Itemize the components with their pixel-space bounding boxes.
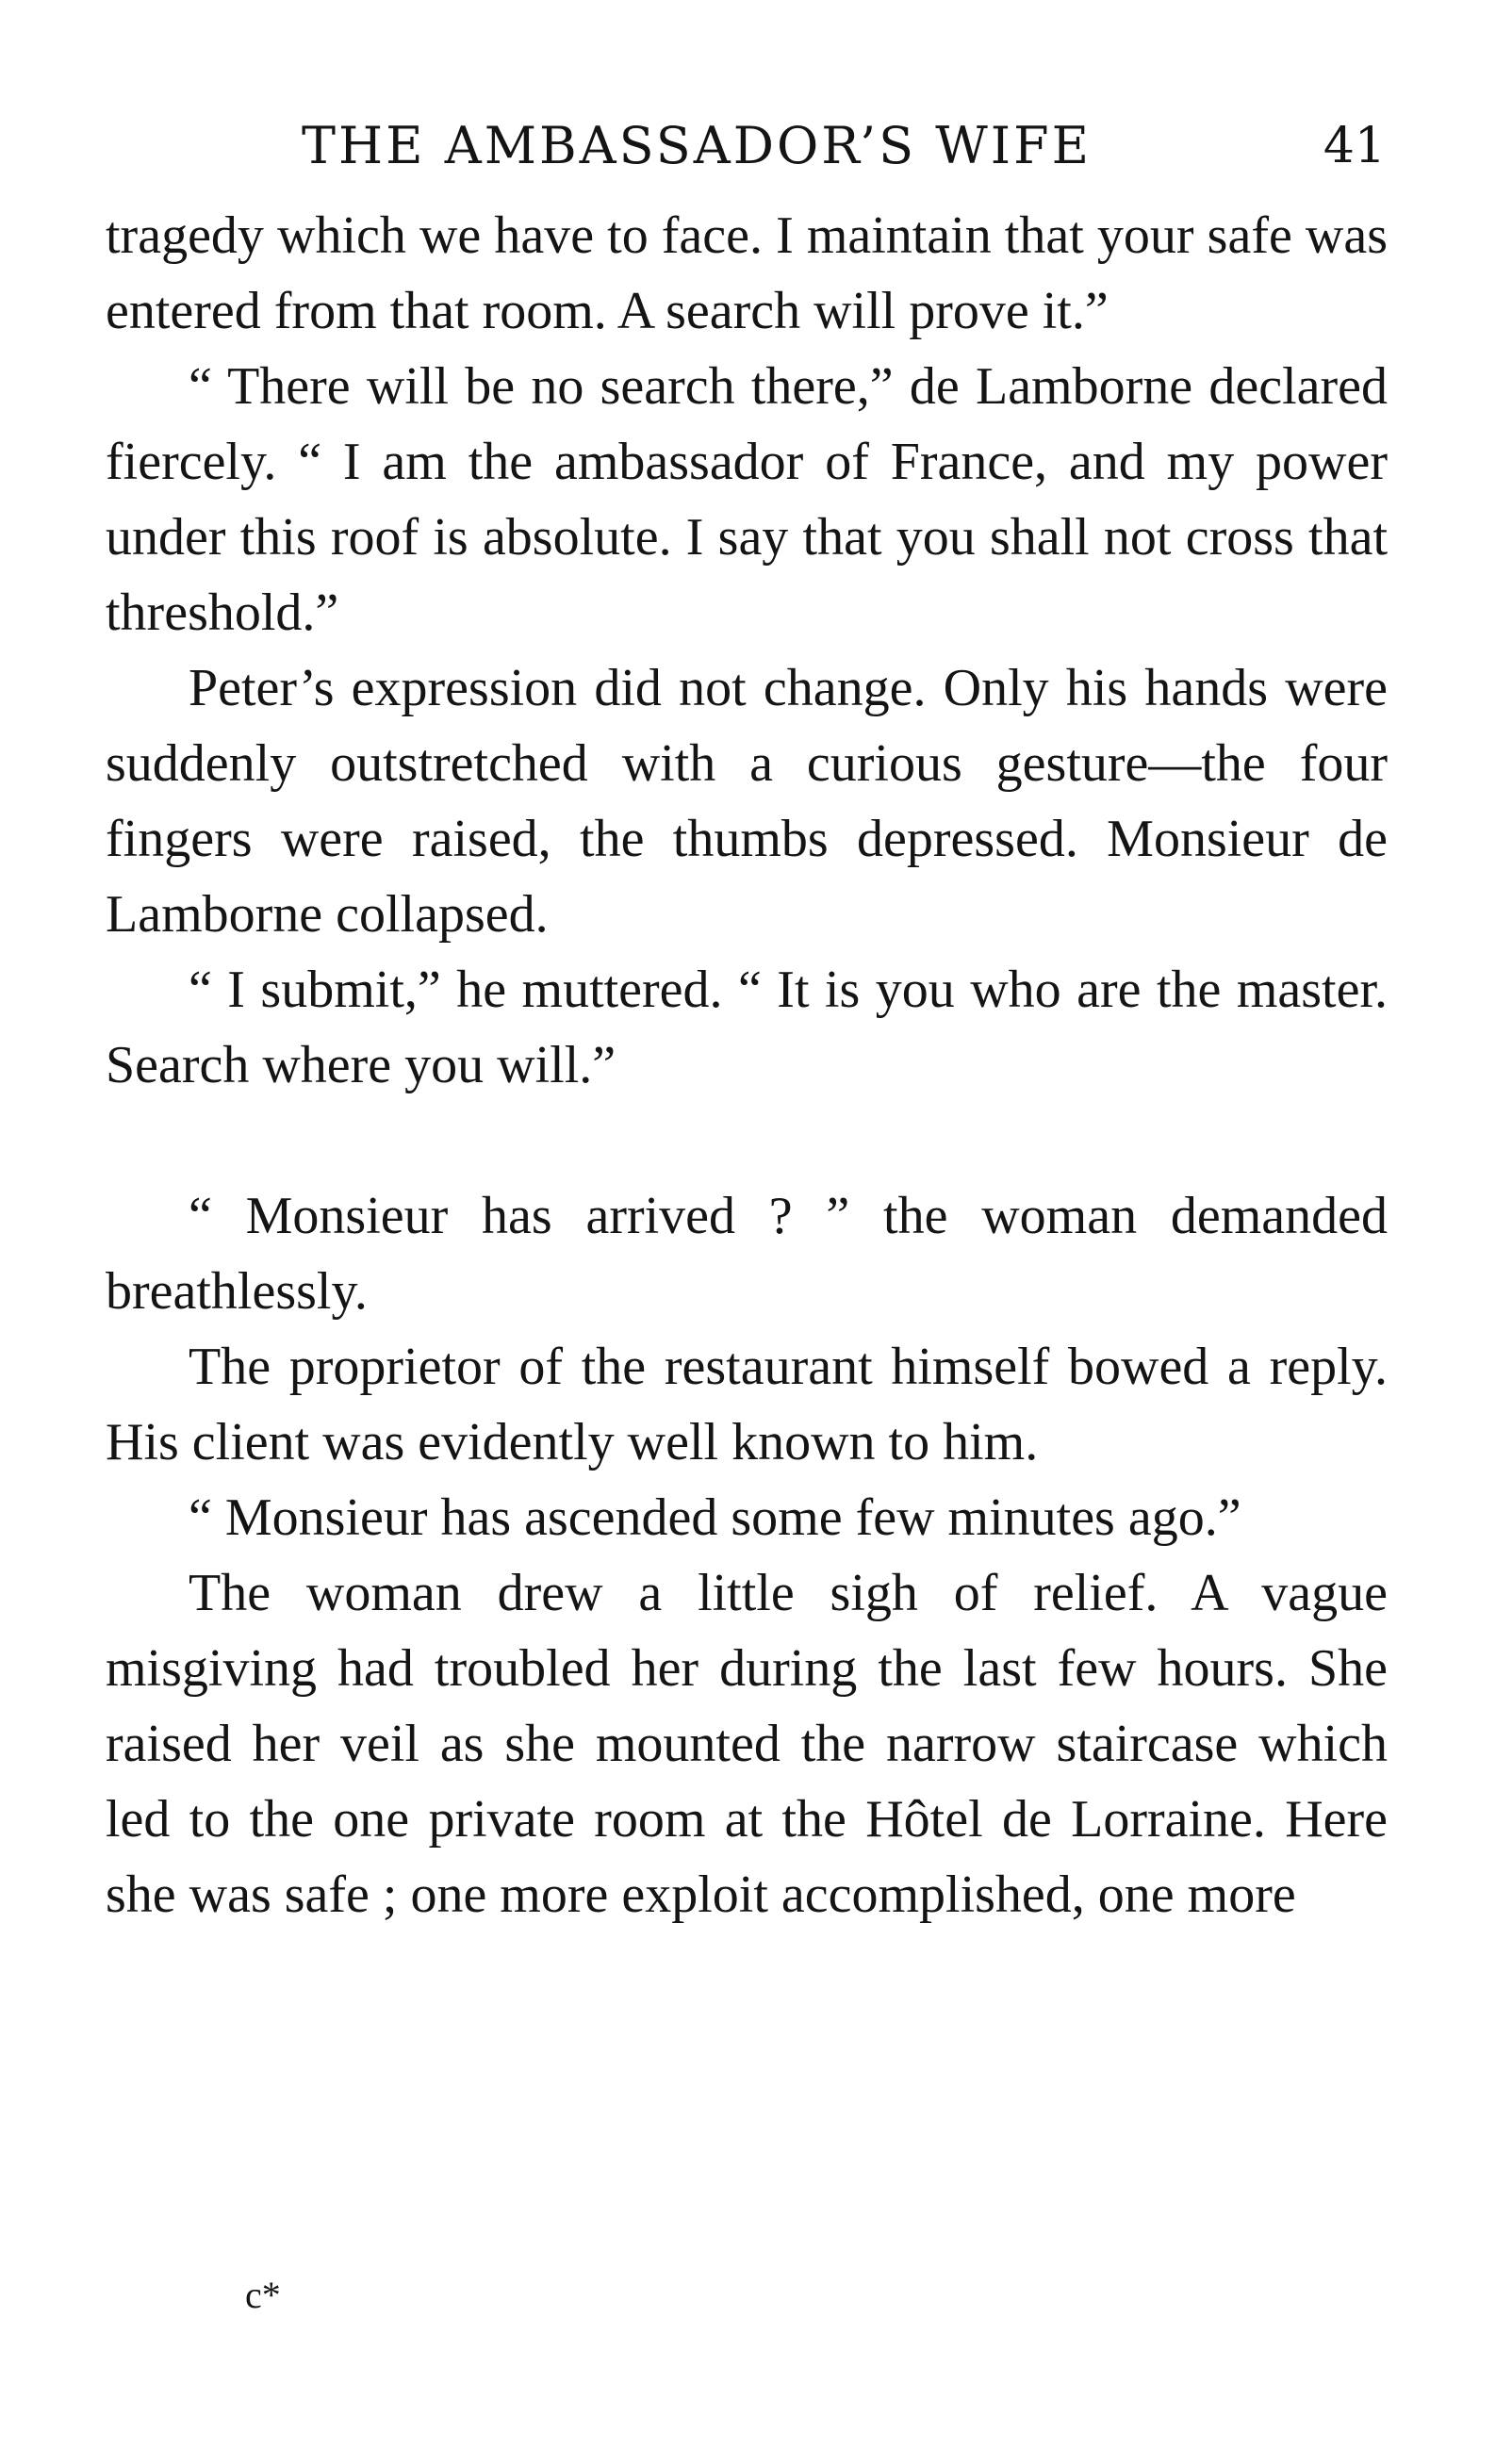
paragraph: “ I submit,” he muttered. “ It is you who are the master. Search where you will.”: [106, 961, 1388, 1094]
paragraph: Peter’s expression did not change. Only his hands were suddenly outstretched with a curious gesture—the four fingers were raised, the thumbs depressed. Monsieur de Lamborne collapsed.: [106, 659, 1388, 944]
body-text: [106, 198, 1388, 1932]
paragraph: “ There will be no search there,” de Lamborne declared fiercely. “ I am the ambassador of France, and my power under this roof is absolute. I say that you shall not cross that threshold.”: [106, 357, 1388, 642]
running-title: THE AMBASSADOR’S WIFE: [302, 116, 1093, 175]
signature-mark: c*: [245, 2274, 281, 2316]
paragraph: The woman drew a little sigh of relief. A vague misgiving had troubled her during the last few hours. She raised her veil as she mounted the narrow staircase which led to the one private room at the Hôtel de Lorraine. Here she was safe ; one more exploit accomplished, one more: [106, 1564, 1388, 1924]
paragraph: The proprietor of the restaurant himself bowed a reply. His client was evidently well known to him.: [106, 1338, 1388, 1471]
section-break: [106, 1103, 1388, 1178]
paragraph: “ Monsieur has arrived ? ” the woman demanded breathlessly.: [106, 1187, 1388, 1321]
paragraph: “ Monsieur has ascended some few minutes ago.”: [189, 1488, 1241, 1547]
page-number: 41: [1323, 118, 1386, 174]
running-head: [104, 104, 1386, 189]
paragraph: tragedy which we have to face. I maintain that your safe was entered from that room. A search will prove it.”: [106, 206, 1388, 340]
